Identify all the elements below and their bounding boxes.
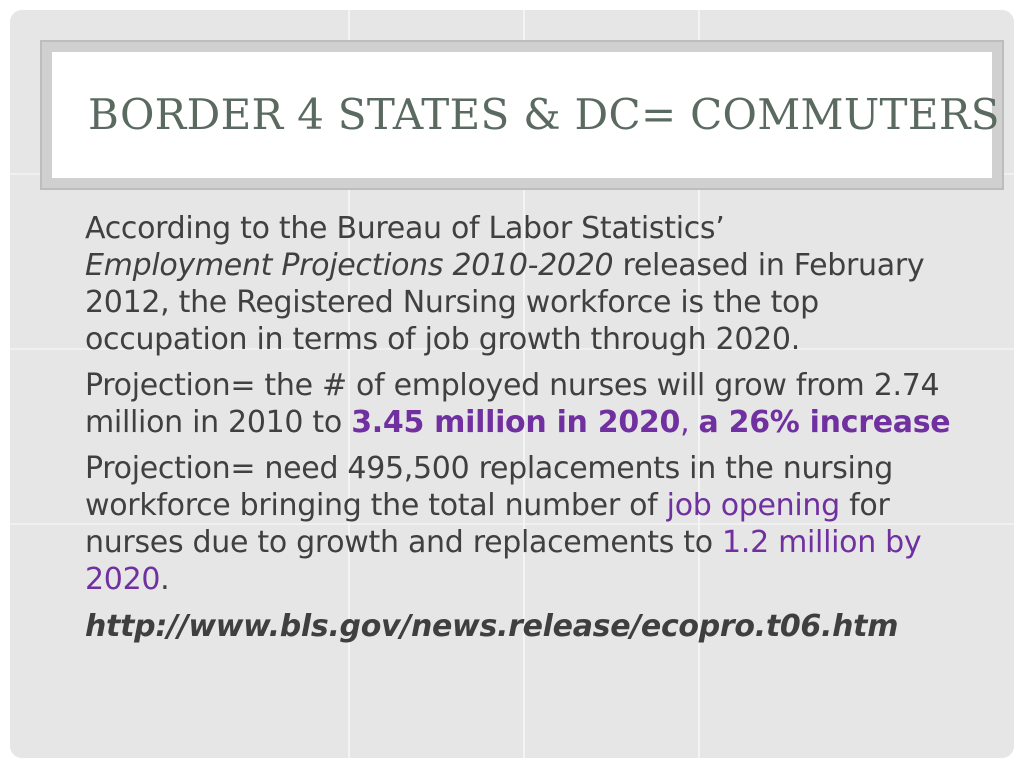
slide (10, 10, 1014, 758)
p2-highlight-2020: 3.45 million in 2020 (351, 405, 681, 440)
p1-publication-title: Employment Projections 2010-2020 (85, 248, 614, 283)
p1-text-start: According to the Bureau of Labor Statistics’ (85, 211, 725, 246)
p2-text-start: Projection= the # of employed nurses will grow from 2.74 million in 2010 to (85, 368, 940, 440)
slide-title: BORDER 4 STATES & DC= COMMUTERS (88, 90, 1000, 139)
source-url-link[interactable]: http://www.bls.gov/news.release/ecopro.t06.htm (85, 609, 899, 644)
paragraph-bls-projections (85, 210, 985, 358)
p2-comma: , (680, 405, 699, 440)
slide-body (85, 210, 985, 645)
p3-period: . (160, 562, 170, 597)
p3-text-start: Projection= need 495,500 replacements in the nursing workforce bringing the total number of (85, 451, 894, 523)
p3-highlight-job-opening: job opening (666, 488, 840, 523)
paragraph-employment-projection (85, 367, 985, 441)
p2-highlight-increase: a 26% increase (698, 405, 951, 440)
title-frame (40, 40, 1004, 190)
p3-text-middle: for nurses due to growth and replacements to (85, 488, 890, 560)
p3-highlight-million: 1.2 million by 2020 (85, 525, 922, 597)
paragraph-replacement-projection (85, 450, 985, 598)
paragraph-source-link (85, 608, 985, 645)
title-box (52, 52, 1000, 178)
p1-text-end: released in February 2012, the Registered Nursing workforce is the top occupation in terms of job growth through 2020. (85, 248, 925, 357)
